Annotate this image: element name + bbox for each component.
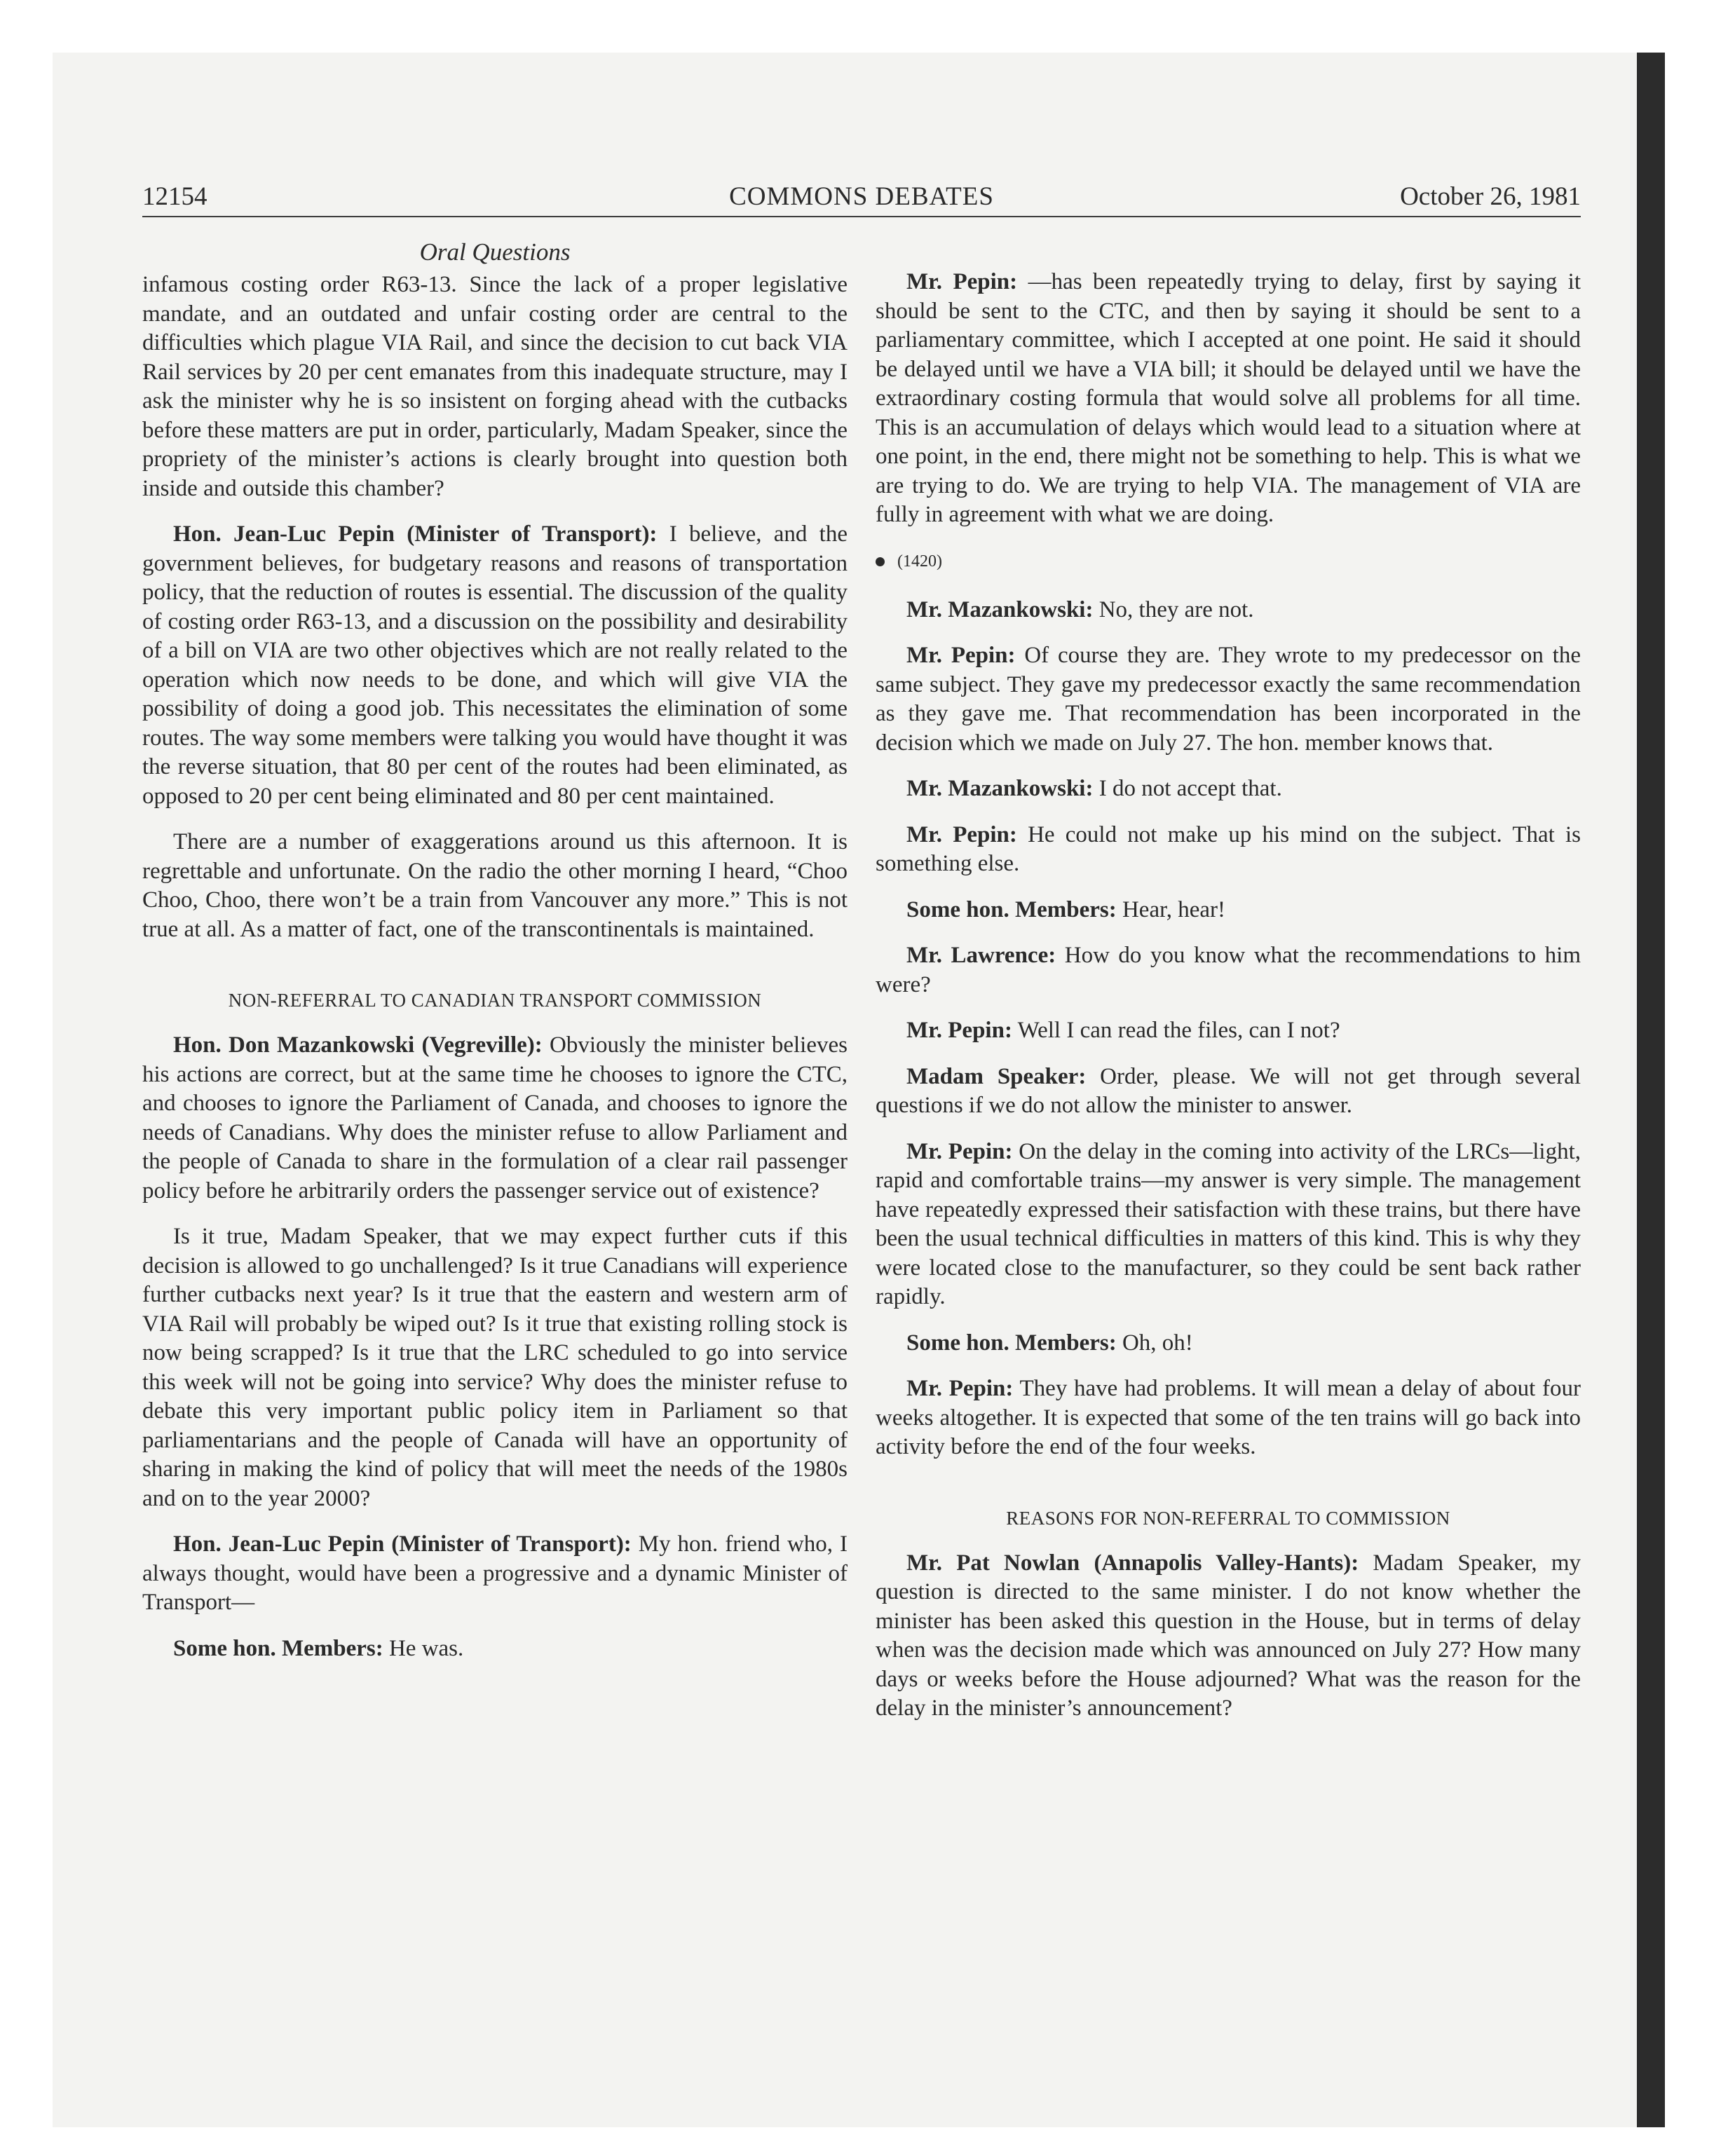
paragraph xyxy=(876,775,1581,804)
paragraph xyxy=(876,1063,1581,1121)
speaker-name: Mr. Mazankowski: xyxy=(906,776,1094,801)
speech-text: I do not accept that. xyxy=(1093,776,1282,801)
section-title: Oral Questions xyxy=(419,238,571,266)
right-column xyxy=(876,268,1581,1740)
speech-text: He was. xyxy=(383,1635,464,1661)
speech-text: They have had problems. It will mean a delay of about four weeks altogether. It is expected that some of the ten trains will go back into activity before the end of the four weeks. xyxy=(876,1376,1581,1459)
time-marker xyxy=(876,551,1581,572)
speech-text: How do you know what the recommendations to him were? xyxy=(876,943,1581,997)
speaker-name: Madam Speaker: xyxy=(906,1063,1087,1089)
speaker-name: Mr. Pepin: xyxy=(906,269,1018,294)
speech-text: Order, please. We will not get through several questions if we do not allow the minister to answer. xyxy=(876,1063,1581,1118)
speech-text: Madam Speaker, my question is directed to the same minister. I do not know whether the minister has been asked this question in the House, but in terms of delay when was the decision made which was announced on July 27? How many days or weeks before the House adjourned? What was the reason for the delay in the minister’s announcement? xyxy=(876,1550,1581,1721)
paragraph: infamous costing order R63-13. Since the lack of a proper legislative mandate, and an outdated and unfair costing order are central to the difficulties which plague VIA Rail, and since the decision to cut back VIA Rail services by 20 per cent emanates from this inadequate structure, may I ask the minister why he is so insistent on forging ahead with the cutbacks before these matters are put in order, particularly, Madam Speaker, since the propriety of the minister’s actions is clearly brought into question both inside and outside this chamber? xyxy=(142,272,848,501)
speech-text: No, they are not. xyxy=(1093,596,1254,622)
speaker-name: Mr. Pepin: xyxy=(906,821,1017,847)
speaker-name: Hon. Don Mazankowski (Vegreville): xyxy=(173,1032,543,1058)
speech-text: Hear, hear! xyxy=(1116,896,1226,922)
speaker-name: Some hon. Members: xyxy=(906,1330,1117,1356)
speaker-name: Hon. Jean-Luc Pepin (Minister of Transport): xyxy=(173,1531,632,1557)
scan-edge-shadow xyxy=(1637,53,1665,2127)
speech-text: —has been repeatedly trying to delay, first by saying it should be sent to the CTC, and then by saying it should be sent to a parliamentary committee, which I accepted at one point. He said it should be delayed until we have a VIA bill; it should be delayed until we have the extraordinary costing formula that would solve all problems for all time. This is an accumulation of delays which would lead to a situation where at one point, in the end, there might not be something to help. This is what we are trying to do. We are trying to help VIA. The management of VIA are fully in agreement with what we are doing. xyxy=(876,269,1581,527)
speaker-name: Mr. Mazankowski: xyxy=(906,596,1094,622)
speech-text: Of course they are. They wrote to my predecessor on the same subject. They gave my predecessor exactly the same recommendation as they gave me. That recommendation has been incorporated in the decision which we made on July 27. The hon. member knows that. xyxy=(876,643,1581,756)
speaker-name: Some hon. Members: xyxy=(173,1635,383,1661)
paragraph: Is it true, Madam Speaker, that we may expect further cuts if this decision is allowed to go unchallenged? Is it true Canadians will experience further cutbacks next year? Is it true that the eastern and western arm of VIA Rail will probably be wiped out? Is it true that existing rolling stock is now being scrapped? Is it true that the LRC scheduled to go into service this week will not be going into service? Why does the minister refuse to debate this very important public policy item in Parliament so that parliamentarians and the people of Canada will have an opportunity of sharing in making the kind of policy that will meet the needs of the 1980s and on to the year 2000? xyxy=(142,1224,848,1511)
running-header xyxy=(142,181,1581,213)
speaker-name: Mr. Lawrence: xyxy=(906,943,1056,968)
left-column xyxy=(142,271,848,1680)
paragraph xyxy=(876,1329,1581,1358)
paragraph xyxy=(142,1031,848,1206)
paragraph xyxy=(876,641,1581,758)
time-marker-text: (1420) xyxy=(897,552,942,571)
subheading: NON-REFERRAL TO CANADIAN TRANSPORT COMMISSION xyxy=(228,990,762,1011)
paragraph xyxy=(142,520,848,811)
speech-text: He could not make up his mind on the subject. That is something else. xyxy=(876,821,1581,876)
paragraph xyxy=(876,1374,1581,1462)
paragraph xyxy=(876,941,1581,999)
speaker-name: Mr. Pepin: xyxy=(906,1376,1014,1401)
speaker-name: Hon. Jean-Luc Pepin (Minister of Transport): xyxy=(173,521,658,547)
speaker-name: Some hon. Members: xyxy=(906,896,1117,922)
paragraph xyxy=(876,1138,1581,1312)
paragraph xyxy=(876,596,1581,625)
header-rule xyxy=(142,216,1581,217)
hansard-page xyxy=(142,181,1581,2073)
header-date: October 26, 1981 xyxy=(1400,182,1581,211)
speech-text: Oh, oh! xyxy=(1116,1330,1193,1356)
page-number: 12154 xyxy=(142,182,207,211)
paragraph xyxy=(876,821,1581,879)
bullet-icon xyxy=(876,557,885,566)
speech-text: On the delay in the coming into activity of the LRCs—light, rapid and comfortable trains—my answer is very simple. The management have repeatedly expressed their satisfaction with these trains, but there have been the usual technical difficulties in matters of this kind. This is why they were located close to the manufacturer, so they could be sent back rather rapidly. xyxy=(876,1138,1581,1309)
speaker-name: Mr. Pat Nowlan (Annapolis Valley-Hants): xyxy=(906,1550,1359,1576)
paragraph xyxy=(142,1530,848,1618)
speaker-name: Mr. Pepin: xyxy=(906,643,1016,668)
speech-text: My hon. friend who, I always thought, would have been a progressive and a dynamic Minister of Transport— xyxy=(142,1531,848,1615)
paragraph xyxy=(142,1635,848,1664)
speech-text: Well I can read the files, can I not? xyxy=(1012,1018,1340,1043)
speaker-name: Mr. Pepin: xyxy=(906,1018,1012,1043)
paragraph xyxy=(876,1016,1581,1046)
subheading: REASONS FOR NON-REFERRAL TO COMMISSION xyxy=(1006,1507,1450,1529)
speech-text: I believe, and the government believes, for budgetary reasons and reasons of transportation policy, that the reduction of routes is essential. The discussion of the quality of costing order R63-13, and a discussion on the possibility and desirability of a bill on VIA are two other objectives which are not really related to the operation which now needs to be done, and which will give VIA the possibility of doing a good job. This necessitates the elimination of some routes. The way some members were talking you would have thought it was the reverse situation, that 80 per cent of the routes had been eliminated, as opposed to 20 per cent being eliminated and 80 per cent maintained. xyxy=(142,521,848,809)
speaker-name: Mr. Pepin: xyxy=(906,1138,1013,1164)
paragraph: There are a number of exaggerations around us this afternoon. It is regrettable and unfortunate. On the radio the other morning I heard, “Choo Choo, Choo, there won’t be a train from Vancouver any more.” This is not true at all. As a matter of fact, one of the transcontinentals is maintained. xyxy=(142,829,848,942)
paragraph xyxy=(876,268,1581,530)
paragraph xyxy=(876,1549,1581,1724)
paragraph xyxy=(876,896,1581,925)
speech-text: Obviously the minister believes his actions are correct, but at the same time he chooses to ignore the CTC, and chooses to ignore the Parliament of Canada, and chooses to ignore the needs of Canadians. Why does the minister refuse to allow Parliament and the people of Canada to share in the formulation of a clear rail passenger policy before he arbitrarily orders the passenger service out of existence? xyxy=(142,1032,848,1203)
publication-title: COMMONS DEBATES xyxy=(729,182,994,211)
